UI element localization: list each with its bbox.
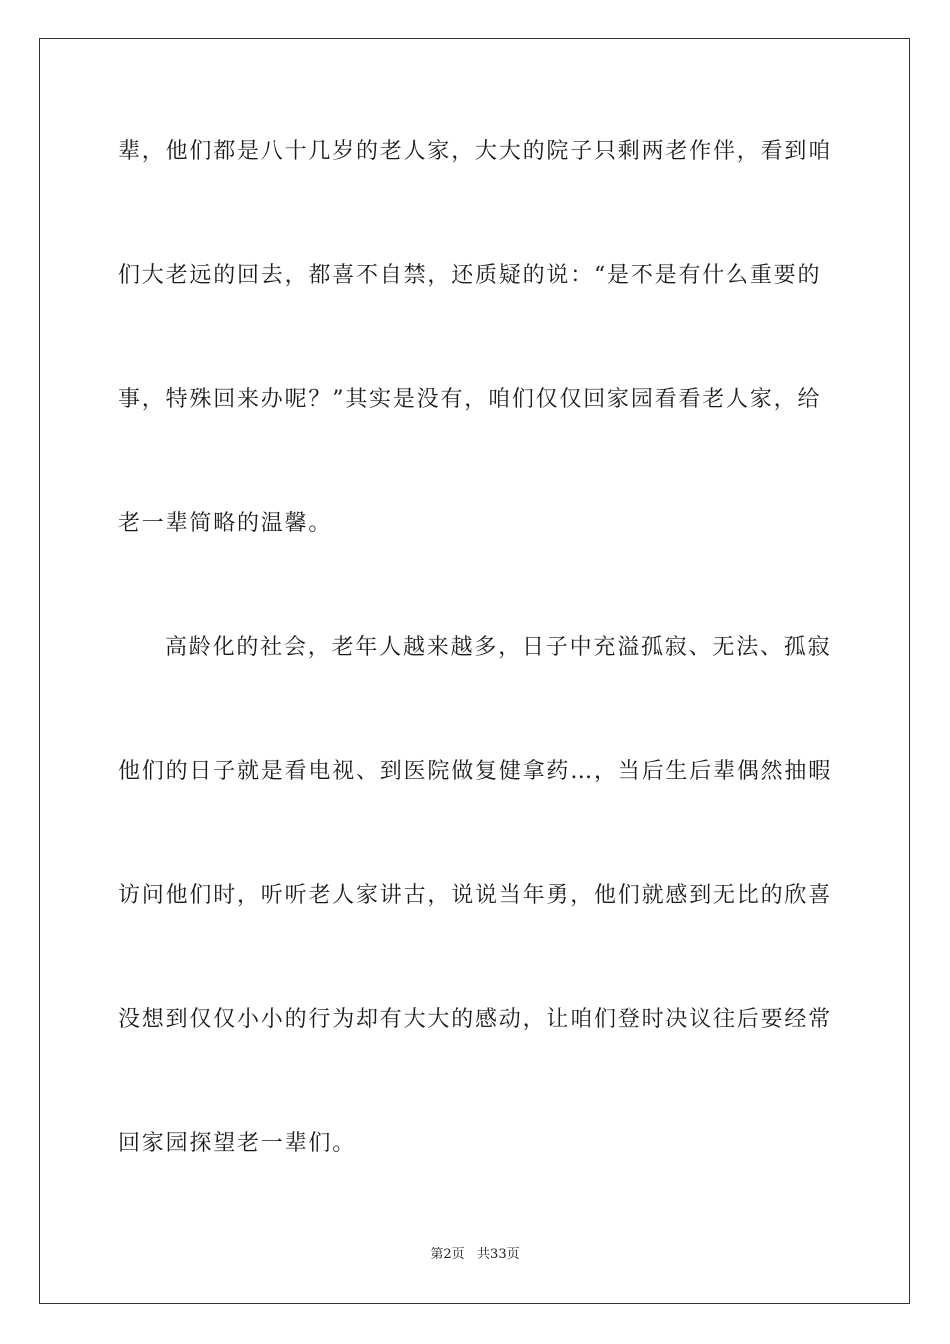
- page-number-footer: 第2页 共33页: [430, 1247, 520, 1262]
- text-line: 事，特殊回来办呢？”其实是没有，咱们仅仅回家园看看老人家，给: [118, 387, 822, 412]
- text-line: 回家园探望老一辈们。: [118, 1131, 357, 1156]
- text-line: 们大老远的回去，都喜不自禁，还质疑的说：“是不是有什么重要的: [118, 263, 822, 288]
- text-line: 他们的日子就是看电视、到医院做复健拿药…，当后生后辈偶然抽暇: [118, 759, 833, 784]
- text-line: 没想到仅仅小小的行为却有大大的感动，让咱们登时决议往后要经常: [118, 1007, 833, 1032]
- page-border: [39, 38, 910, 1304]
- text-line: 老一辈简略的温馨。: [118, 511, 333, 536]
- text-line: 访问他们时，听听老人家讲古，说说当年勇，他们就感到无比的欣喜: [118, 883, 833, 908]
- text-line: 辈，他们都是八十几岁的老人家，大大的院子只剩两老作伴，看到咱: [118, 139, 833, 164]
- paragraph-first-line: 高龄化的社会，老年人越来越多，日子中充溢孤寂、无法、孤寂: [165, 635, 832, 660]
